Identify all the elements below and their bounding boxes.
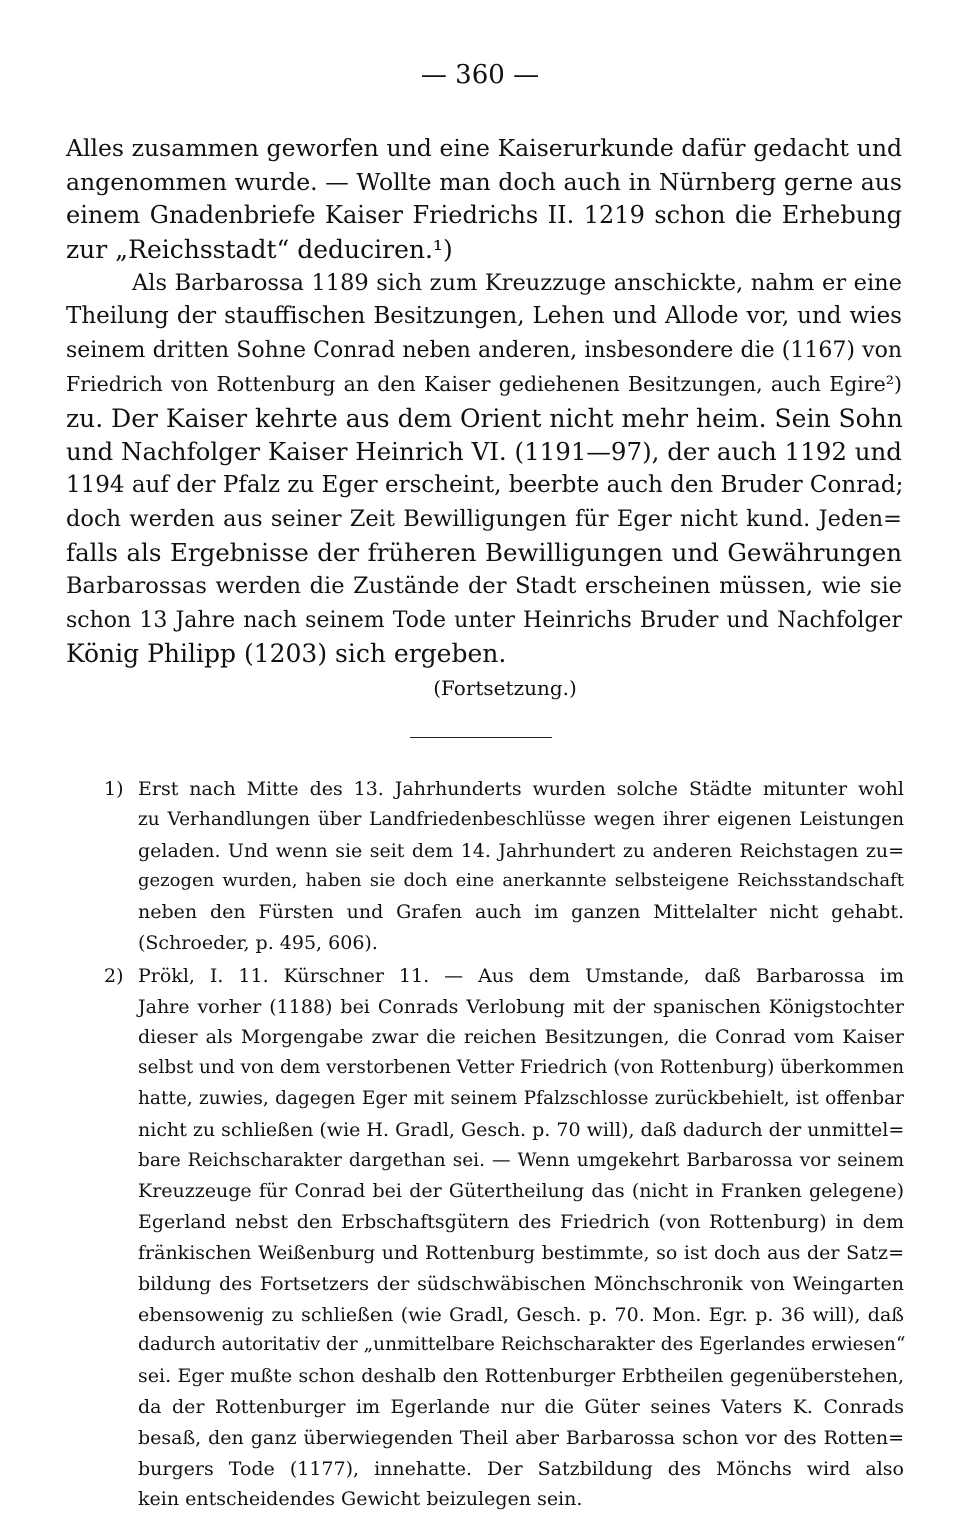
body-line: seinem dritten Sohne Conrad neben anderen, insbesondere die (1167) von [66, 338, 902, 364]
footnote-divider [410, 737, 552, 738]
footnote-line: dadurch autoritativ der „unmittelbare Reichscharakter des Egerlandes erwiesen“ [138, 1334, 906, 1356]
page-number: — 360 — [420, 60, 540, 90]
body-line: Theilung der stauffischen Besitzungen, Lehen und Allode vor, und wies [66, 303, 902, 330]
footnote-line: burgers Tode (1177), innehatte. Der Satzbildung des Mönchs wird also [138, 1457, 904, 1480]
footnote-line: nicht zu schließen (wie H. Gradl, Gesch. p. 70 will), daß dadurch der unmittel= [138, 1118, 905, 1141]
continuation-note: (Fortsetzung.) [433, 676, 577, 700]
footnote-line: gezogen wurden, haben sie doch eine anerkannte selbsteigene Reichsstandschaft [138, 870, 904, 892]
footnote-line: dieser als Morgengabe zwar die reichen Besitzungen, die Conrad vom Kaiser [138, 1026, 904, 1049]
footnote-line: (Schroeder, p. 495, 606). [138, 931, 378, 954]
footnote-line: Kreuzzeuge für Conrad bei der Gütertheilung das (nicht in Franken gelegene) [138, 1180, 904, 1203]
footnote-2 [104, 961, 904, 1515]
body-line: zur „Reichsstadt“ deduciren.¹) [66, 235, 453, 265]
footnote-line: Jahre vorher (1188) bei Conrads Verlobung mit der spanischen Königstochter [138, 995, 904, 1018]
body-text [66, 132, 902, 671]
footnote-mark: 1) [104, 778, 124, 800]
body-line: zu. Der Kaiser kehrte aus dem Orient nicht mehr heim. Sein Sohn [66, 403, 903, 433]
footnote-line: sei. Eger mußte schon deshalb den Rottenburger Erbtheilen gegenüberstehen, [138, 1365, 904, 1388]
footnote-line: Erst nach Mitte des 13. Jahrhunderts wurden solche Städte mitunter wohl [138, 778, 904, 800]
footnote-line: zu Verhandlungen über Landfriedenbeschlüsse wegen ihrer eigenen Leistungen [138, 808, 904, 830]
body-line: Alles zusammen geworfen und eine Kaiserurkunde dafür gedacht und [66, 134, 902, 162]
body-line: falls als Ergebnisse der früheren Bewilligungen und Gewährungen [66, 538, 902, 568]
footnote-line: neben den Fürsten und Grafen auch im ganzen Mittelalter nicht gehabt. [138, 901, 904, 924]
footnote-line: bare Reichscharakter dargethan sei. — Wenn umgekehrt Barbarossa vor seinem [138, 1149, 904, 1171]
footnote-line: hatte, zuwies, dagegen Eger mit seinem Pfalzschlosse zurückbehielt, ist offenbar [138, 1087, 904, 1109]
footnote-1 [104, 774, 904, 959]
body-line: doch werden aus seiner Zeit Bewilligungen für Eger nicht kund. Jeden= [66, 505, 902, 532]
footnote-line: Prökl, I. 11. Kürschner 11. — Aus dem Umstande, daß Barbarossa im [138, 964, 904, 987]
footnote-line: Egerland nebst den Erbschaftsgütern des Friedrich (von Rottenburg) in dem [138, 1211, 904, 1234]
body-line: angenommen wurde. — Wollte man doch auch in Nürnberg gerne aus [66, 167, 902, 196]
footnote-line: besaß, den ganz überwiegenden Theil aber Barbarossa schon vor des Rotten= [138, 1426, 904, 1449]
footnote-mark: 2) [104, 964, 124, 987]
footnote-line: geladen. Und wenn sie seit dem 14. Jahrhundert zu anderen Reichstagen zu= [138, 839, 904, 862]
footnote-line: da der Rottenburger im Egerlande nur die Güter seines Vaters K. Conrads [138, 1395, 904, 1418]
body-line: Friedrich von Rottenburg an den Kaiser gediehenen Besitzungen, auch Egire²) [66, 371, 902, 396]
body-line: Als Barbarossa 1189 sich zum Kreuzzuge anschickte, nahm er eine [132, 269, 902, 296]
body-line: Barbarossas werden die Zustände der Stadt erscheinen müssen, wie sie [66, 572, 902, 599]
footnote-line: ebensowenig zu schließen (wie Gradl, Gesch. p. 70. Mon. Egr. p. 36 will), daß [138, 1303, 904, 1326]
body-line: 1194 auf der Pfalz zu Eger erscheint, beerbte auch den Bruder Conrad; [66, 471, 904, 498]
body-line: und Nachfolger Kaiser Heinrich VI. (1191—97), der auch 1192 und [66, 437, 902, 467]
footnote-line: fränkischen Weißenburg und Rottenburg bestimmte, so ist doch aus der Satz= [138, 1241, 904, 1264]
body-line: einem Gnadenbriefe Kaiser Friedrichs II. 1219 schon die Erhebung [66, 201, 902, 230]
footnote-line: selbst und von dem verstorbenen Vetter Friedrich (von Rottenburg) überkommen [138, 1057, 905, 1079]
body-line: König Philipp (1203) sich ergeben. [66, 639, 507, 669]
footnotes [104, 774, 904, 1515]
footnote-line: kein entscheidendes Gewicht beizulegen sein. [138, 1488, 583, 1511]
footnote-line: bildung des Fortsetzers der südschwäbischen Mönchschronik von Weingarten [138, 1272, 904, 1295]
body-line: schon 13 Jahre nach seinem Tode unter Heinrichs Bruder und Nachfolger [66, 607, 902, 633]
